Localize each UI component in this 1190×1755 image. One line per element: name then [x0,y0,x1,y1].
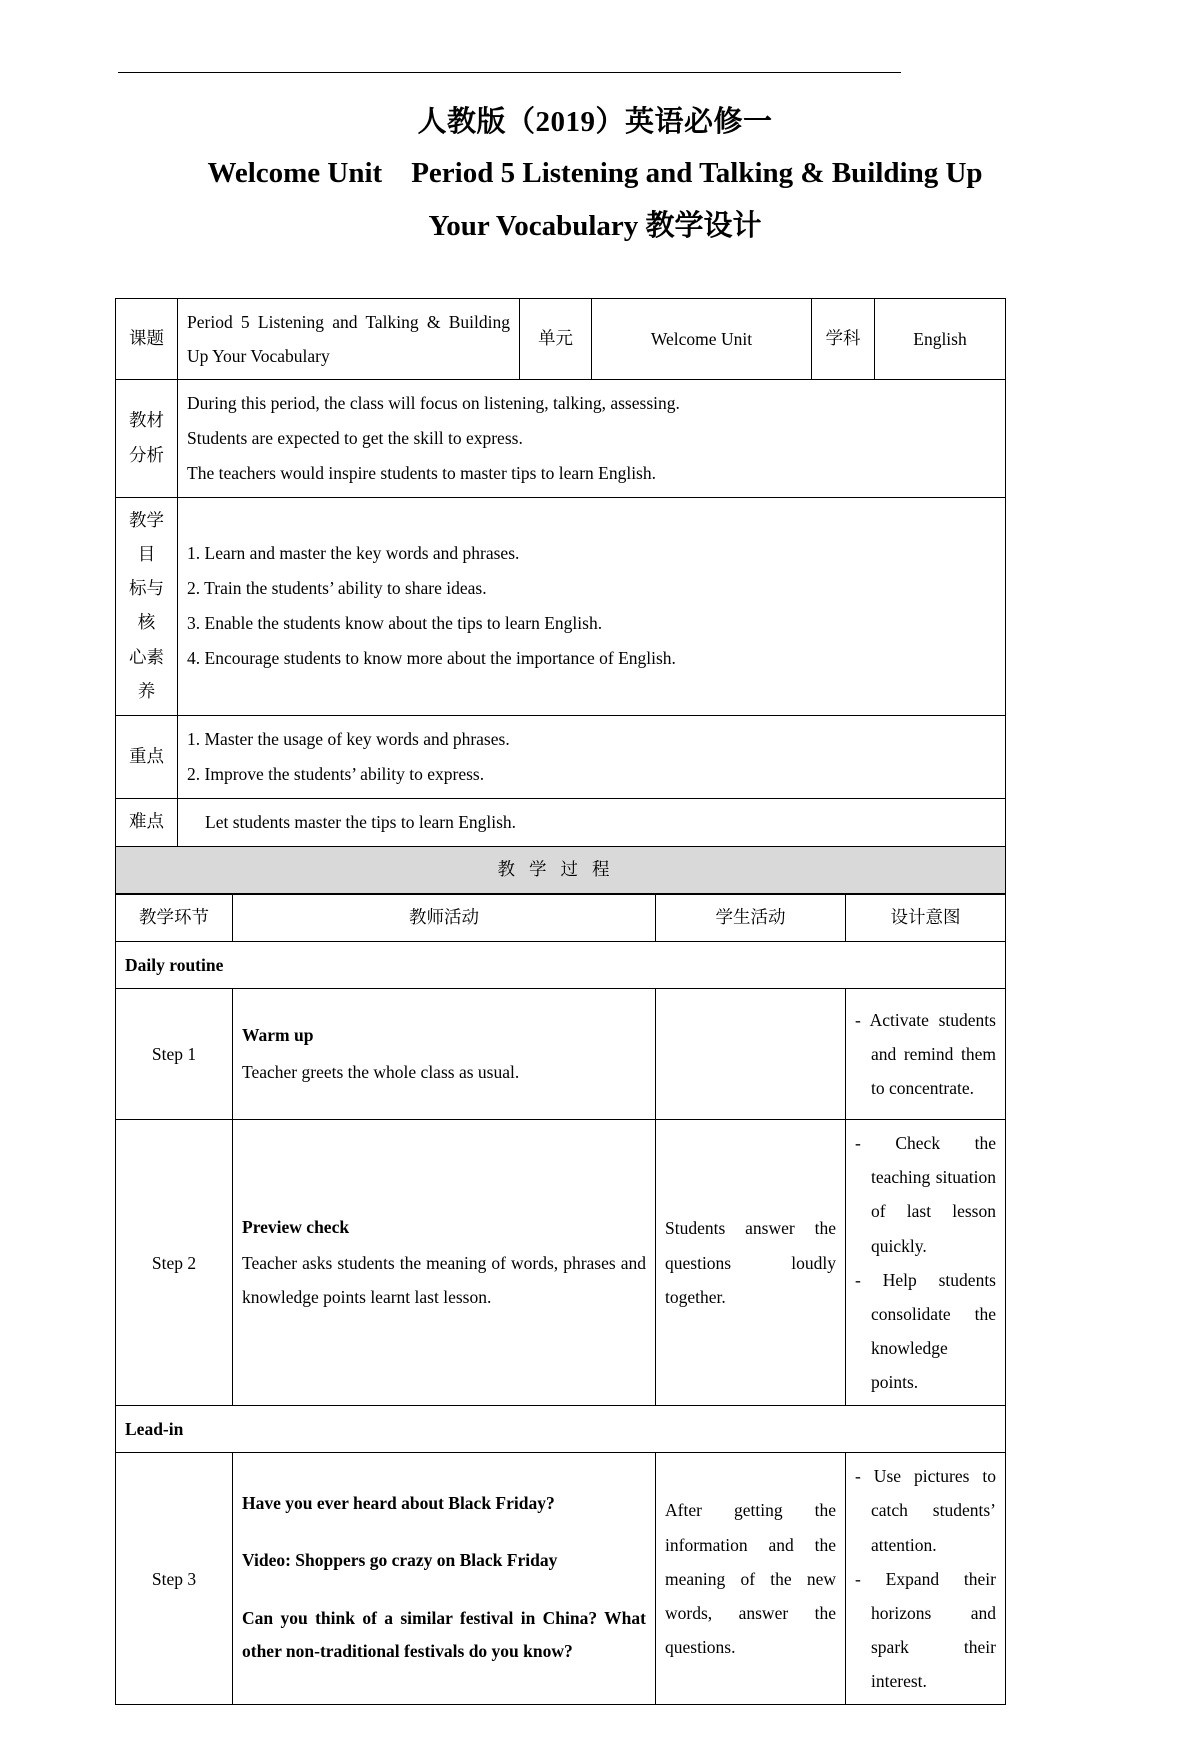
section-heading-row-daily-routine [116,942,1006,989]
key-point-line: 1. Master the usage of key words and phrases. [187,728,510,749]
material-line: The teachers would inspire students to master tips to learn English. [187,463,656,484]
table-row-process-banner [116,846,1006,893]
teacher-activity-step-1 [233,989,656,1120]
value-difficulty [178,798,1006,846]
value-objectives [178,498,1006,716]
teacher-activity-extra: Video: Shoppers go crazy on Black Friday [242,1550,558,1571]
table-row-step-2 [116,1120,1006,1406]
value-topic: Period 5 Listening and Talking & Building Up Your Vocabulary [178,298,520,379]
teacher-activity-body: Teacher asks students the meaning of words, phrases and knowledge points learnt last lesson. [242,1253,646,1308]
teacher-activity-step-2 [233,1120,656,1406]
header-horizontal-rule [118,72,901,73]
label-material-analysis-line2: 分析 [129,445,164,466]
document-page [0,72,1190,1755]
design-intent-item: - Use pictures to catch students’ attention. [855,1466,996,1555]
label-unit: 单元 [520,298,592,379]
title-line-subtitle: Your Vocabulary 教学设计 [428,210,762,243]
label-objectives-line2: 标与核 [129,579,164,634]
section-heading-row-lead-in [116,1406,1006,1453]
value-material-analysis [178,380,1006,498]
objective-line: 1. Learn and master the key words and phrases. [187,543,520,564]
value-key-points [178,715,1006,798]
material-line: During this period, the class will focus on listening, talking, assessing. [187,393,680,414]
objective-line: 2. Train the students’ ability to share ideas. [187,578,487,599]
table-row-objectives [116,498,1006,716]
material-line: Students are expected to get the skill to express. [187,428,523,449]
label-difficulty: 难点 [116,798,178,846]
title-line-unit: Welcome Unit Period 5 Listening and Talking & Building Up [207,156,983,189]
label-objectives [116,498,178,716]
design-intent-item: - Help students consolidate the knowledge points. [855,1269,996,1393]
teacher-activity-body: Teacher greets the whole class as usual. [242,1061,520,1082]
column-header-stage: 教学环节 [116,894,233,941]
column-header-teacher: 教师活动 [233,894,656,941]
label-key-points: 重点 [116,715,178,798]
teacher-activity-step-3 [233,1453,656,1705]
teaching-process-table [115,894,1006,1705]
difficulty-line: Let students master the tips to learn English. [205,811,517,832]
teacher-activity-heading: Preview check [242,1216,350,1237]
column-header-student: 学生活动 [656,894,846,941]
design-intent-item: - Expand their horizons and spark their interest. [855,1568,996,1692]
design-intent-item: - Activate students and remind them to concentrate. [855,1009,996,1099]
student-activity-step-3: After getting the information and the meaning of the new words, answer the questions. [656,1453,846,1705]
objective-line: 3. Enable the students know about the tips to learn English. [187,613,603,634]
table-row-step-3 [116,1453,1006,1705]
label-topic: 课题 [116,298,178,379]
table-row-key-points [116,715,1006,798]
teacher-activity-heading: Warm up [242,1025,314,1046]
table-row-topic [116,298,1006,379]
process-banner-label: 教学过程 [116,846,1006,893]
design-intent-item: - Check the teaching situation of last lesson quickly. [855,1133,996,1256]
design-intent-step-2 [846,1120,1006,1406]
table-row-difficulty [116,798,1006,846]
objective-line: 4. Encourage students to know more about the importance of English. [187,648,676,669]
paragraph-spacer [242,1522,646,1544]
document-title-block [115,101,1075,252]
value-unit: Welcome Unit [592,298,812,379]
label-subject: 学科 [812,298,875,379]
label-objectives-line3: 心素养 [129,647,164,702]
stage-label-step-2: Step 2 [116,1120,233,1406]
label-objectives-line1: 教学目 [129,511,164,566]
table-row-material-analysis [116,380,1006,498]
design-intent-step-3 [846,1453,1006,1705]
lesson-plan-table [115,298,1006,894]
value-subject: English [875,298,1006,379]
section-heading-daily-routine: Daily routine [116,942,1006,989]
section-heading-lead-in: Lead-in [116,1406,1006,1453]
design-intent-step-1 [846,989,1006,1120]
stage-label-step-1: Step 1 [116,989,233,1120]
label-material-analysis [116,380,178,498]
title-line-publisher: 人教版（2019）英语必修一 [417,106,773,138]
student-activity-step-1 [656,989,846,1120]
table-row-step-1 [116,989,1006,1120]
teacher-activity-heading: Have you ever heard about Black Friday? [242,1493,555,1514]
column-header-intent: 设计意图 [846,894,1006,941]
label-material-analysis-line1: 教材 [129,411,164,432]
stage-label-step-3: Step 3 [116,1453,233,1705]
paragraph-spacer [242,1580,646,1602]
teacher-activity-extra: Can you think of a similar festival in China? What other non-traditional festivals do you know? [242,1607,646,1661]
key-point-line: 2. Improve the students’ ability to express. [187,763,485,784]
student-activity-step-2: Students answer the questions loudly together. [656,1120,846,1406]
process-column-header-row [116,894,1006,941]
